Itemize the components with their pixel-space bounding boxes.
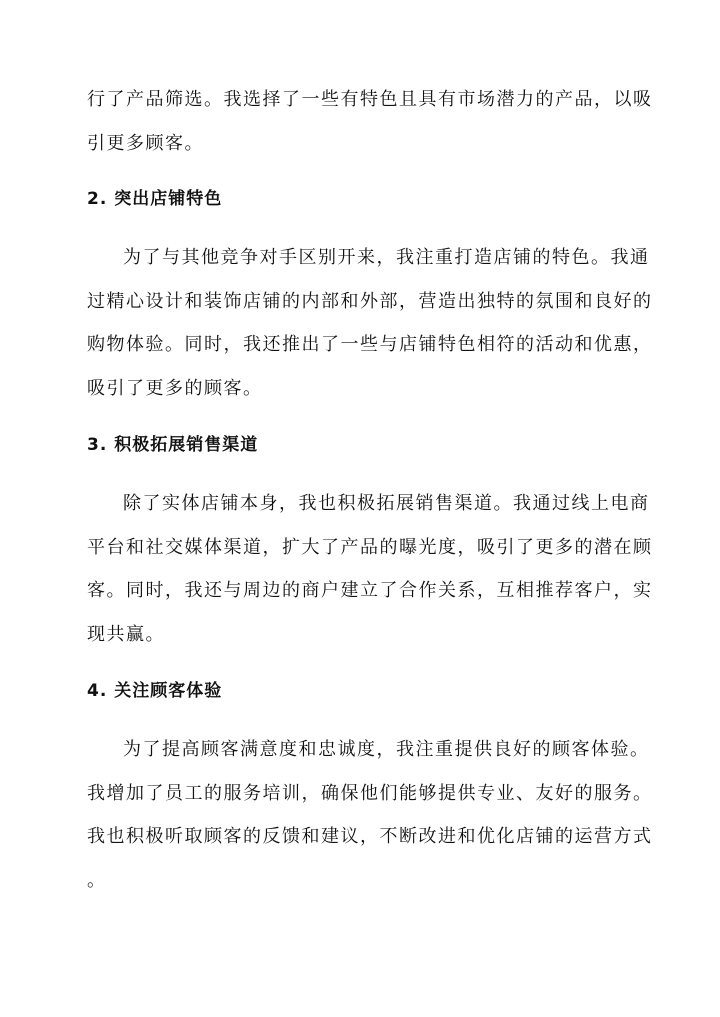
paragraph-line: 我增加了员工的服务培训，确保他们能够提供专业、友好的服务。 (87, 783, 653, 804)
paragraph-line: 引更多顾客。 (87, 133, 204, 154)
paragraph-line: 购物体验。同时，我还推出了一些与店铺特色相符的活动和优惠， (87, 334, 653, 355)
paragraph-line: 行了产品筛选。我选择了一些有特色且具有市场潜力的产品，以吸 (87, 89, 653, 110)
paragraph-line: 为了与其他竞争对手区别开来，我注重打造店铺的特色。我通 (123, 247, 650, 268)
paragraph-line: 现共赢。 (87, 624, 165, 645)
paragraph-line: 我也积极听取顾客的反馈和建议，不断改进和优化店铺的运营方式 (87, 826, 653, 847)
paragraph-line: 客。同时，我还与周边的商户建立了合作关系，互相推荐客户，实 (87, 580, 653, 601)
paragraph-line: 除了实体店铺本身，我也积极拓展销售渠道。我通过线上电商 (123, 493, 650, 514)
paragraph-line: 。 (87, 870, 107, 891)
section-heading-customer-experience: 4. 关注顾客体验 (87, 681, 223, 701)
section-heading-store-features: 2. 突出店铺特色 (87, 189, 223, 209)
paragraph-line: 为了提高顾客满意度和忠诚度，我注重提供良好的顾客体验。 (123, 739, 650, 760)
section-heading-sales-channels: 3. 积极拓展销售渠道 (87, 435, 259, 455)
paragraph-line: 平台和社交媒体渠道，扩大了产品的曝光度，吸引了更多的潜在顾 (87, 537, 653, 558)
paragraph-line: 吸引了更多的顾客。 (87, 378, 263, 399)
paragraph-line: 过精心设计和装饰店铺的内部和外部，营造出独特的氛围和良好的 (87, 291, 653, 312)
